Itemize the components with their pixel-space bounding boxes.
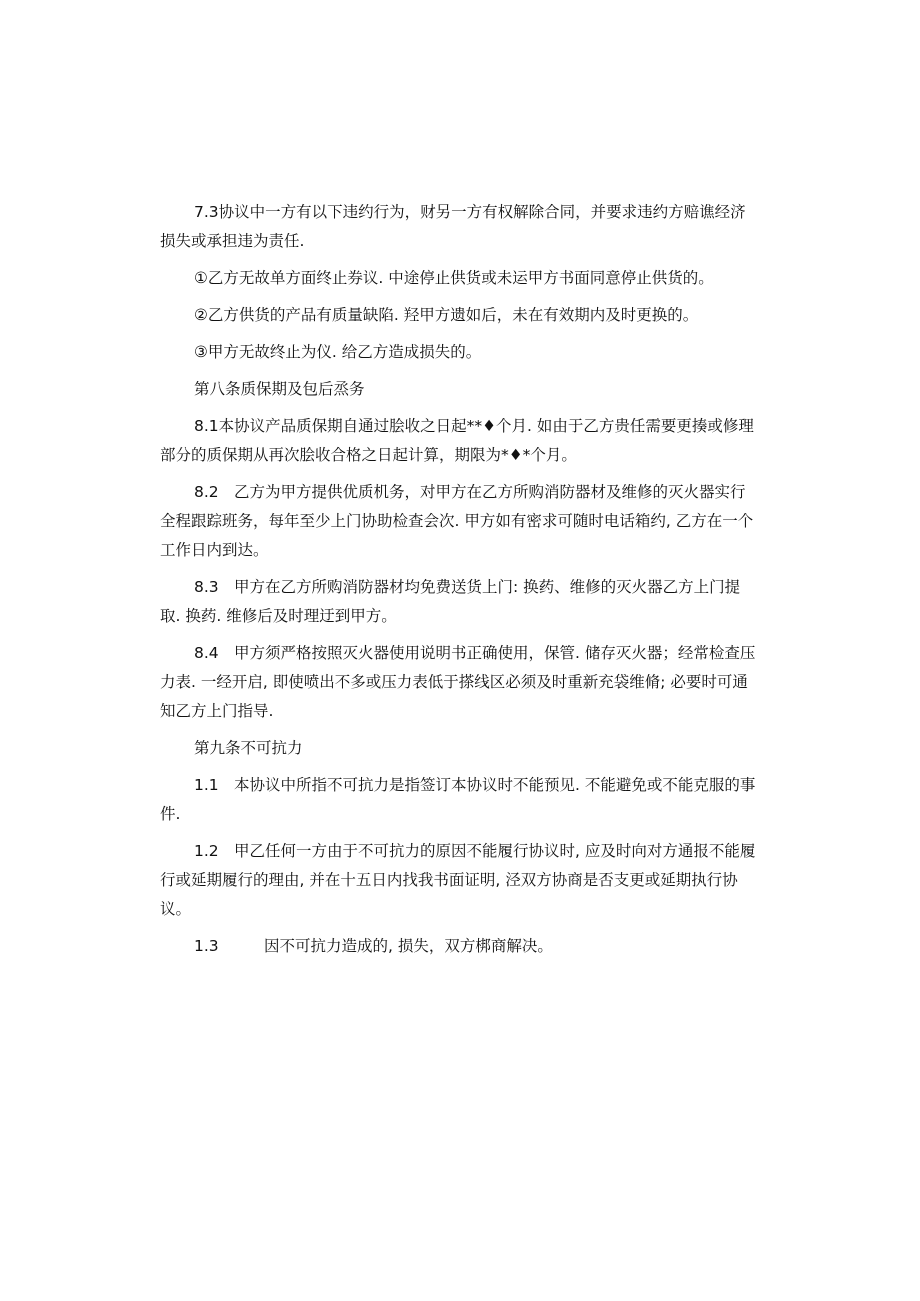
clause-8-1: 8.1本协议产品质保期自通过脍收之日起**♦个月. 如由于乙方贵任需要更揍或修理部分的质保期从再次脍收合格之日起计算，期限为*♦*个月。: [160, 417, 754, 464]
clause-8-2: [160, 478, 760, 565]
clause-7-3-item-2: ②乙方供货的产品有质量缺陷. 羟甲方遗如后，未在有效期内及时更换的。: [194, 306, 699, 324]
clause-7-3-item-1: ①乙方无故单方面终止券议. 中途停止供货或未运甲方书面同意停止供货的。: [194, 269, 714, 287]
clause-number: 8.2: [194, 483, 219, 501]
clause-8-4: [160, 639, 760, 726]
document-body: [160, 198, 760, 969]
clause-text: 甲乙任何一方由于不可抗力的原因不能履行协议时, 应及时向对方通报不能履行或延期履行的理由, 并在十五日内找我书面证明, 泾双方协商是否支更或延期执行协议。: [160, 842, 756, 918]
clause-7-3-item-3: ③甲方无故终止为仪. 给乙方造成损失的。: [194, 343, 482, 361]
clause-9-3: [160, 932, 760, 961]
clause-number: 1.2: [194, 842, 219, 860]
clause-text: 甲方须严格按照灭火器使用说明书正确使用，保管. 储存灭火器；经常检查压力表. 一经开启, 即使喷出不多或压力表低于搽线区必须及时重新充袋维脩; 必要时可通知乙方上门指导.: [160, 644, 756, 720]
article-9-heading: 第九条不可抗力: [194, 739, 303, 757]
clause-text: 本协议中所指不可抗力是指签订本协议时不能预见. 不能避免或不能克服的事件.: [160, 776, 756, 823]
clause-text: 乙方为甲方提供优质机务，对甲方在乙方所购消防器材及维修的灭火器实行全程跟踪班务，每年至少上门协助检查会次. 甲方如有密求可随时电话箱约, 乙方在一个工作日内到达。: [160, 483, 754, 559]
clause-text: 因不可抗力造成的, 损失，双方梆商解决。: [264, 937, 553, 955]
clause-9-1: [160, 771, 760, 829]
article-8-heading: 第八条质保期及包后烝务: [194, 380, 365, 398]
clause-text: 甲方在乙方所购消防器材均免费送货上门: 换药、维修的灭火器乙方上门提取. 换药. 维修后及时理迂到甲方。: [160, 578, 741, 625]
clause-7-3: 7.3协议中一方有以下违约行为，财另一方有权解除合同，并要求违约方赔谯经济损失或承担违为责任.: [160, 203, 746, 250]
clause-9-2: [160, 837, 760, 924]
clause-number: 1.3: [194, 937, 219, 955]
clause-number: 1.1: [194, 776, 219, 794]
clause-number: 8.4: [194, 644, 219, 662]
clause-number: 8.3: [194, 578, 219, 596]
clause-8-3: [160, 573, 760, 631]
